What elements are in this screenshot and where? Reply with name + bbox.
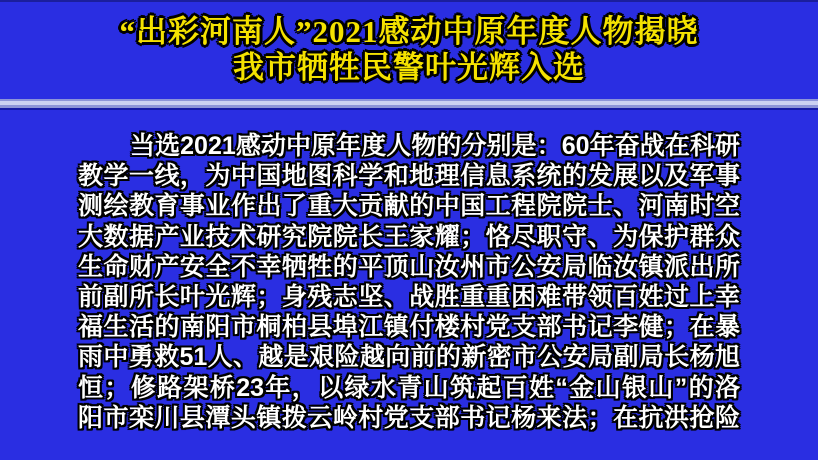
body-line-1: 当选2021感动中原年度人物的分别是：60年奋战在科研	[130, 132, 740, 160]
title-line-2: 我市牺牲民警叶光辉入选	[233, 50, 585, 85]
title-line-1: “出彩河南人”2021感动中原年度人物揭晓	[119, 14, 699, 49]
body-line-6: 前副所长叶光辉；身残志坚、战胜重重困难带领百姓过上幸	[78, 283, 740, 312]
body-line-4: 大数据产业技术研究院院长王家耀；恪尽职守、为保护群众	[78, 222, 740, 251]
body-line-9: 恒；修路架桥23年，以绿水青山筑起百姓“金山银山”的洛	[78, 373, 740, 402]
title-block	[0, 14, 818, 86]
body-line-2: 教学一线，为中国地图科学和地理信息系统的发展以及军事	[78, 162, 740, 191]
body-line-8: 雨中勇救51人、越是艰险越向前的新密市公安局副局长杨旭	[78, 343, 740, 372]
divider-stripe	[0, 99, 818, 108]
body-line-5: 生命财产安全不幸牺牲的平顶山汝州市公安局临汝镇派出所	[78, 252, 740, 281]
body-line-3: 测绘教育事业作出了重大贡献的中国工程院院士、河南时空	[78, 192, 740, 221]
body-line-7: 福生活的南阳市桐柏县埠江镇付楼村党支部书记李健；在暴	[78, 313, 740, 342]
body-text-block	[78, 131, 740, 433]
body-line-10: 阳市栾川县潭头镇拨云岭村党支部书记杨来法；在抗洪抢险	[78, 403, 740, 432]
